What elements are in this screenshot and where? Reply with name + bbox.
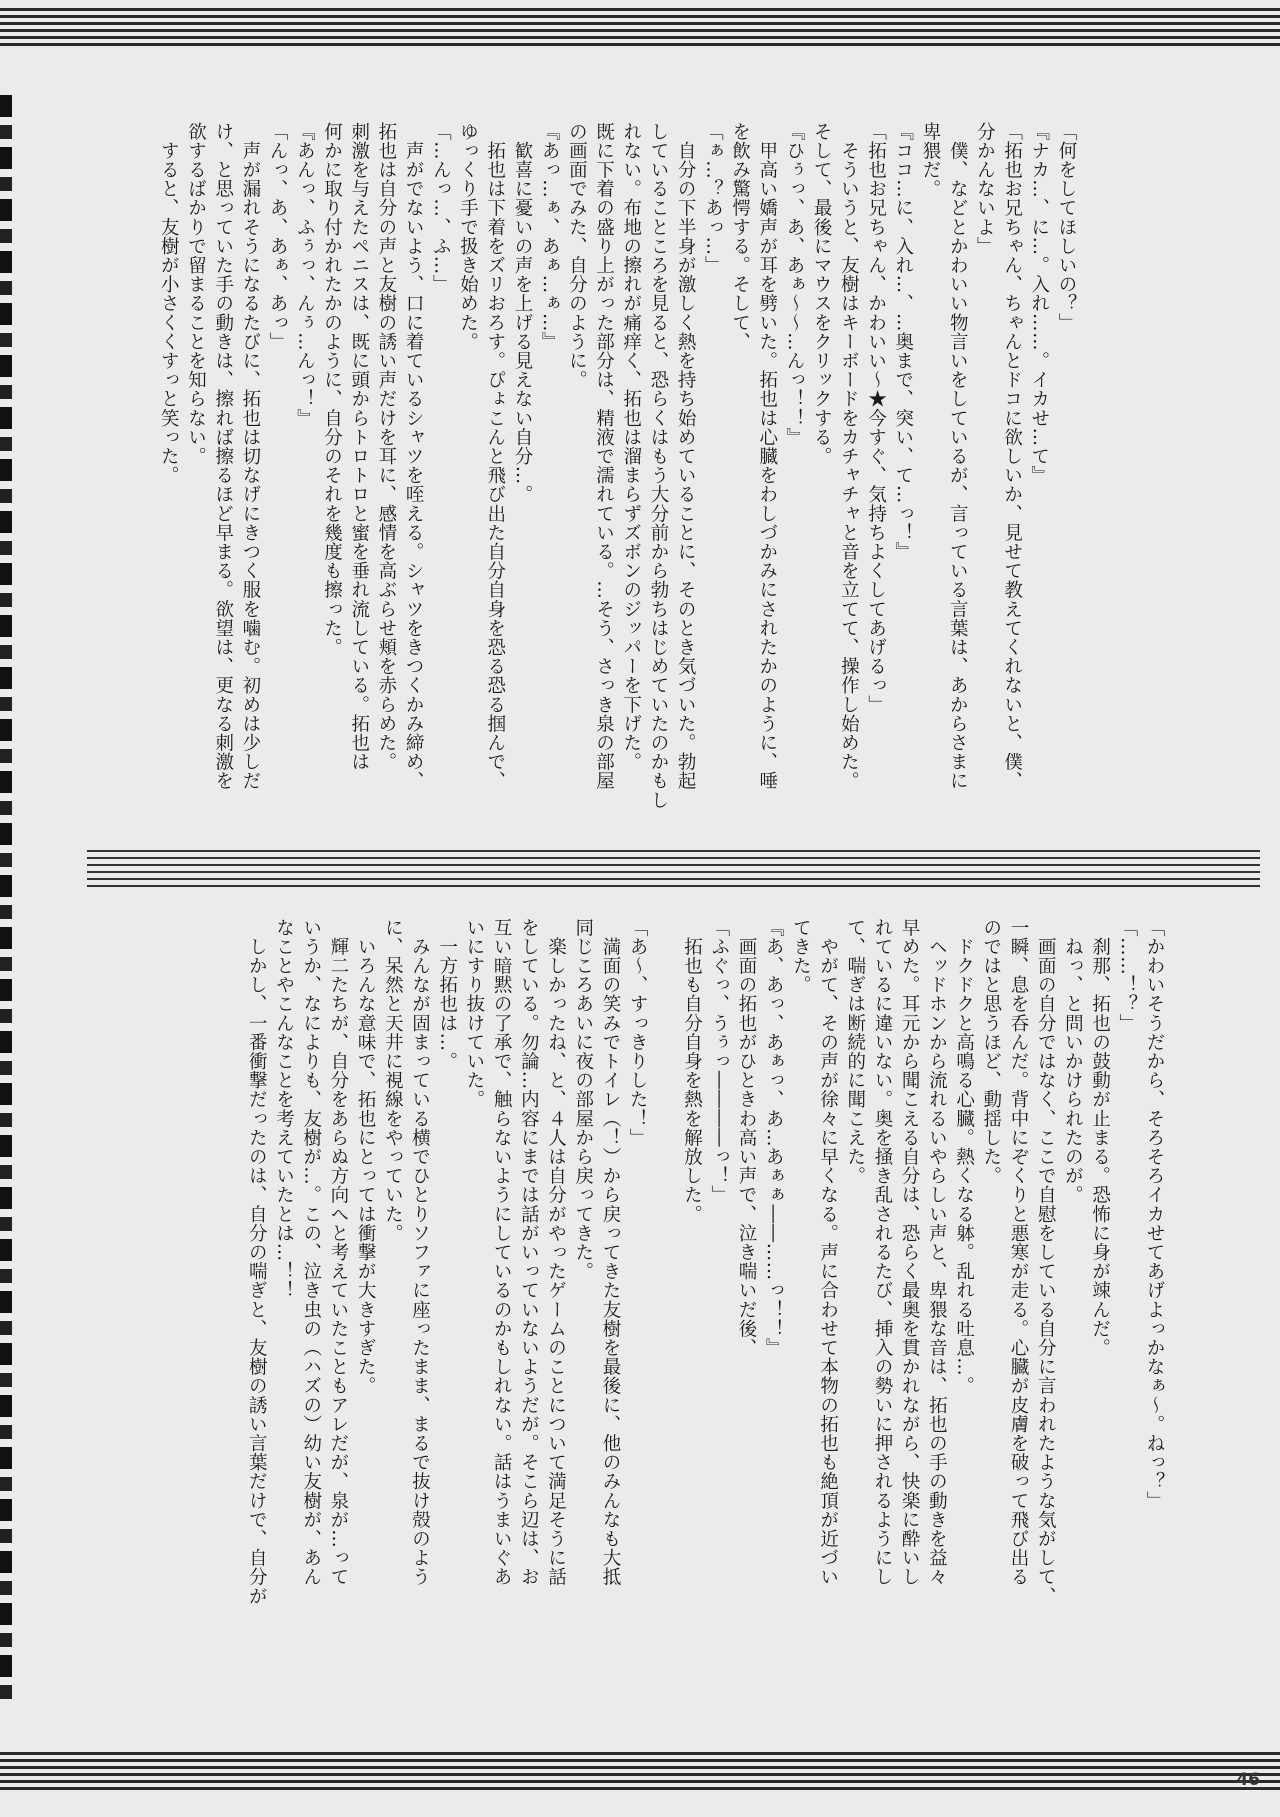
text-line: 「かわいそうだから、そろそろイカせてあげよっかなぁ〜。ねっ？」 (1144, 918, 1165, 1511)
text-line: そして、最後にマウスをクリックする。 (811, 122, 833, 466)
text-line: 刺激を与えたペニスは、既に頭からトロトロと蜜を垂れ流している。拓也は (348, 122, 370, 772)
text-line: ヘッドホンから流れるいやらしい声と、卑猥な音は、拓也の手の動きを益々 (926, 918, 948, 1587)
text-line: 「……！？」 (1116, 918, 1138, 1033)
text-line: 「拓也お兄ちゃん、かわいい〜★今すぐ、気持ちよくしてあげるっ」 (865, 122, 887, 715)
bottom-text-block (90, 918, 1168, 1618)
text-line: 『ココ…に、入れ…、…奥まで、突い、て…っ！』 (892, 122, 914, 562)
text-line: ゆっくり手で扱き始めた。 (457, 122, 479, 352)
text-line: いうか、なによりも、友樹が…。この、泣き虫の（ハズの）幼い友樹が、あん (300, 918, 322, 1587)
text-line: 既に下着の盛り上がった部分は、精液で濡れている。…そう、さっき泉の部屋 (593, 122, 615, 791)
bottom-stripe-band (0, 1752, 1280, 1794)
text-line: 欲するばかりで留まることを知らない。 (185, 122, 207, 466)
text-line: 自分の下半身が激しく熱を持ち始めていることに、そのとき気づいた。勃起 (675, 122, 697, 791)
text-line: 満面の笑みでトイレ（！）から戻ってきた友樹を最後に、他のみんなも大抵 (599, 918, 621, 1587)
text-line: 一方拓也は…。 (436, 918, 458, 1071)
text-line: していることころを見ると、恐らくはもう大分前から勃ちはじめていたのかもし (647, 122, 669, 810)
text-line: 『ひぅっ、あ、あぁ〜〜…んっ！！』 (783, 122, 805, 447)
text-line: 「ふぐっ、うぅっ――――っ！」 (708, 918, 730, 1205)
text-line: 拓也は自分の声と友樹の誘い声だけを耳に、感情を高ぶらせ頬を赤らめた。 (375, 122, 397, 772)
text-line: しかし、一番衝撃だったのは、自分の喘ぎと、友樹の誘い言葉だけで、自分が (246, 918, 268, 1606)
text-line: 歓喜に憂いの声を上げる見えない自分…。 (511, 122, 533, 504)
text-line: 「何をしてほしいの？」 (1056, 122, 1077, 333)
text-line: 『あっ…ぁ、あぁ…ぁ…』 (539, 122, 561, 352)
text-line: ねっ、と問いかけられたのが。 (1062, 918, 1084, 1205)
text-line: 甲高い嬌声が耳を劈いた。拓也は心臓をわしづかみにされたかのように、唾 (756, 122, 778, 791)
left-edge-bleed (0, 95, 12, 1705)
text-line: 僕、などとかわいい物言いをしているが、言っている言葉は、あからさまに (947, 122, 969, 791)
text-line: 拓也は下着をズリおろす。ぴょこんと飛び出た自分自身を恐る恐る掴んで、 (484, 122, 506, 791)
text-line: て、喘ぎは断続的に聞こえた。 (844, 918, 866, 1186)
text-line: すると、友樹が小さくくすっと笑った。 (158, 122, 180, 485)
text-line: 「ぁ…？あっ…」 (702, 122, 724, 275)
text-line: 「あ〜、すっきりした！」 (627, 918, 649, 1148)
text-line: 互い暗黙の了承で、触らないようにしているのかもしれない。話はうまいぐあ (491, 918, 513, 1587)
text-line: 画面の自分ではなく、ここで自慰をしている自分に言われたような気がして、 (1035, 918, 1057, 1606)
text-line: の画面でみた、自分のように。 (566, 122, 588, 390)
text-line: 画面の拓也がひときわ高い声で、泣き喘いだ後、 (735, 918, 757, 1358)
text-line: 『ナカ…、に…。入れ……。イカせ…て』 (1028, 122, 1050, 485)
text-line: なことやこんなことを考えていたとは…！！ (273, 918, 295, 1300)
text-line: いろんな意味で、拓也にとっては衝撃が大きすぎた。 (355, 918, 377, 1396)
text-line: を飲み驚愕する。そして、 (729, 122, 751, 352)
text-line: 楽しかったね、と、４人は自分がやったゲームのことについて満足そうに話 (545, 918, 567, 1587)
text-line: 声がでないよう、口に着ているシャツを咥える。シャツをきつくかみ締め、 (403, 122, 425, 791)
text-line: みんなが固まっている横でひとりソファに座ったまま、まるで抜け殻のよう (409, 918, 431, 1587)
text-line: ドクドクと高鳴る心臓。熱くなる躰。乱れる吐息…。 (953, 918, 975, 1396)
text-line: 卑猥だ。 (919, 122, 941, 199)
text-line: 輝二たちが、自分をあらぬ方向へと考えていたこともアレだが、泉が…って (327, 918, 349, 1587)
top-text-block (90, 122, 1080, 822)
text-line: 拓也も自分自身を熱を解放した。 (681, 918, 703, 1224)
text-line: 同じころあいに夜の部屋から戻ってきた。 (572, 918, 594, 1281)
section-divider-stripes (87, 850, 1260, 892)
text-line: 『あ、あっ、あぁっ、あ…あぁぁ――……っ！！』 (763, 918, 785, 1358)
text-line: 「…んっ…、ふ…」 (430, 122, 452, 294)
text-line: 刹那、拓也の鼓動が止まる。恐怖に身が竦んだ。 (1089, 918, 1111, 1358)
text-line: に、呆然と天井に視線をやっていた。 (382, 918, 404, 1243)
text-line: 分かんないよ」 (974, 122, 996, 256)
text-line: れているに違いない。奥を掻き乱されるたび、挿入の勢いに押されるようにし (871, 918, 893, 1587)
text-line: 声が漏れそうになるたびに、拓也は切なげにきつく服を噛む。初めは少しだ (239, 122, 261, 791)
text-line: け、と思っていた手の動きは、擦れば擦るほど早まる。欲望は、更なる刺激を (212, 122, 234, 791)
text-line: 「んっ、あ、あぁ、あっ」 (267, 122, 289, 352)
text-line (651, 918, 678, 1618)
text-line: 何かに取り付かれたかのように、自分のそれを幾度も擦った。 (321, 122, 343, 657)
text-line: をしている。勿論…内容にまでは話がいっていないようだが。そこら辺は、お (518, 918, 540, 1587)
page-number: 46 (1236, 1770, 1260, 1790)
text-line: 早めた。耳元から聞こえる自分は、恐らく最奥を貫かれながら、快楽に酔いし (899, 918, 921, 1587)
text-line: のではと思うほど、動揺した。 (980, 918, 1002, 1186)
text-line: やがて、その声が徐々に早くなる。声に合わせて本物の拓也も絶頂が近づい (817, 918, 839, 1587)
text-line: 『あんっ、ふぅっ、んぅ…んっ！』 (294, 122, 316, 428)
text-line: 一瞬、息を呑んだ。背中にぞくりと悪寒が走る。心臓が皮膚を破って飛び出る (1007, 918, 1029, 1587)
text-line: いにすり抜けていた。 (463, 918, 485, 1109)
text-line: れない。布地の擦れが痛痒く、拓也は溜まらずズボンのジッパーを下げた。 (620, 122, 642, 772)
text-line: そういうと、友樹はキーボードをカチャチャと音を立てて、操作し始めた。 (838, 122, 860, 791)
text-line: 「拓也お兄ちゃん、ちゃんとドコに欲しいか、見せて教えてくれないと、僕、 (1001, 122, 1023, 791)
top-stripe-band (0, 8, 1280, 50)
text-line: てきた。 (790, 918, 812, 995)
